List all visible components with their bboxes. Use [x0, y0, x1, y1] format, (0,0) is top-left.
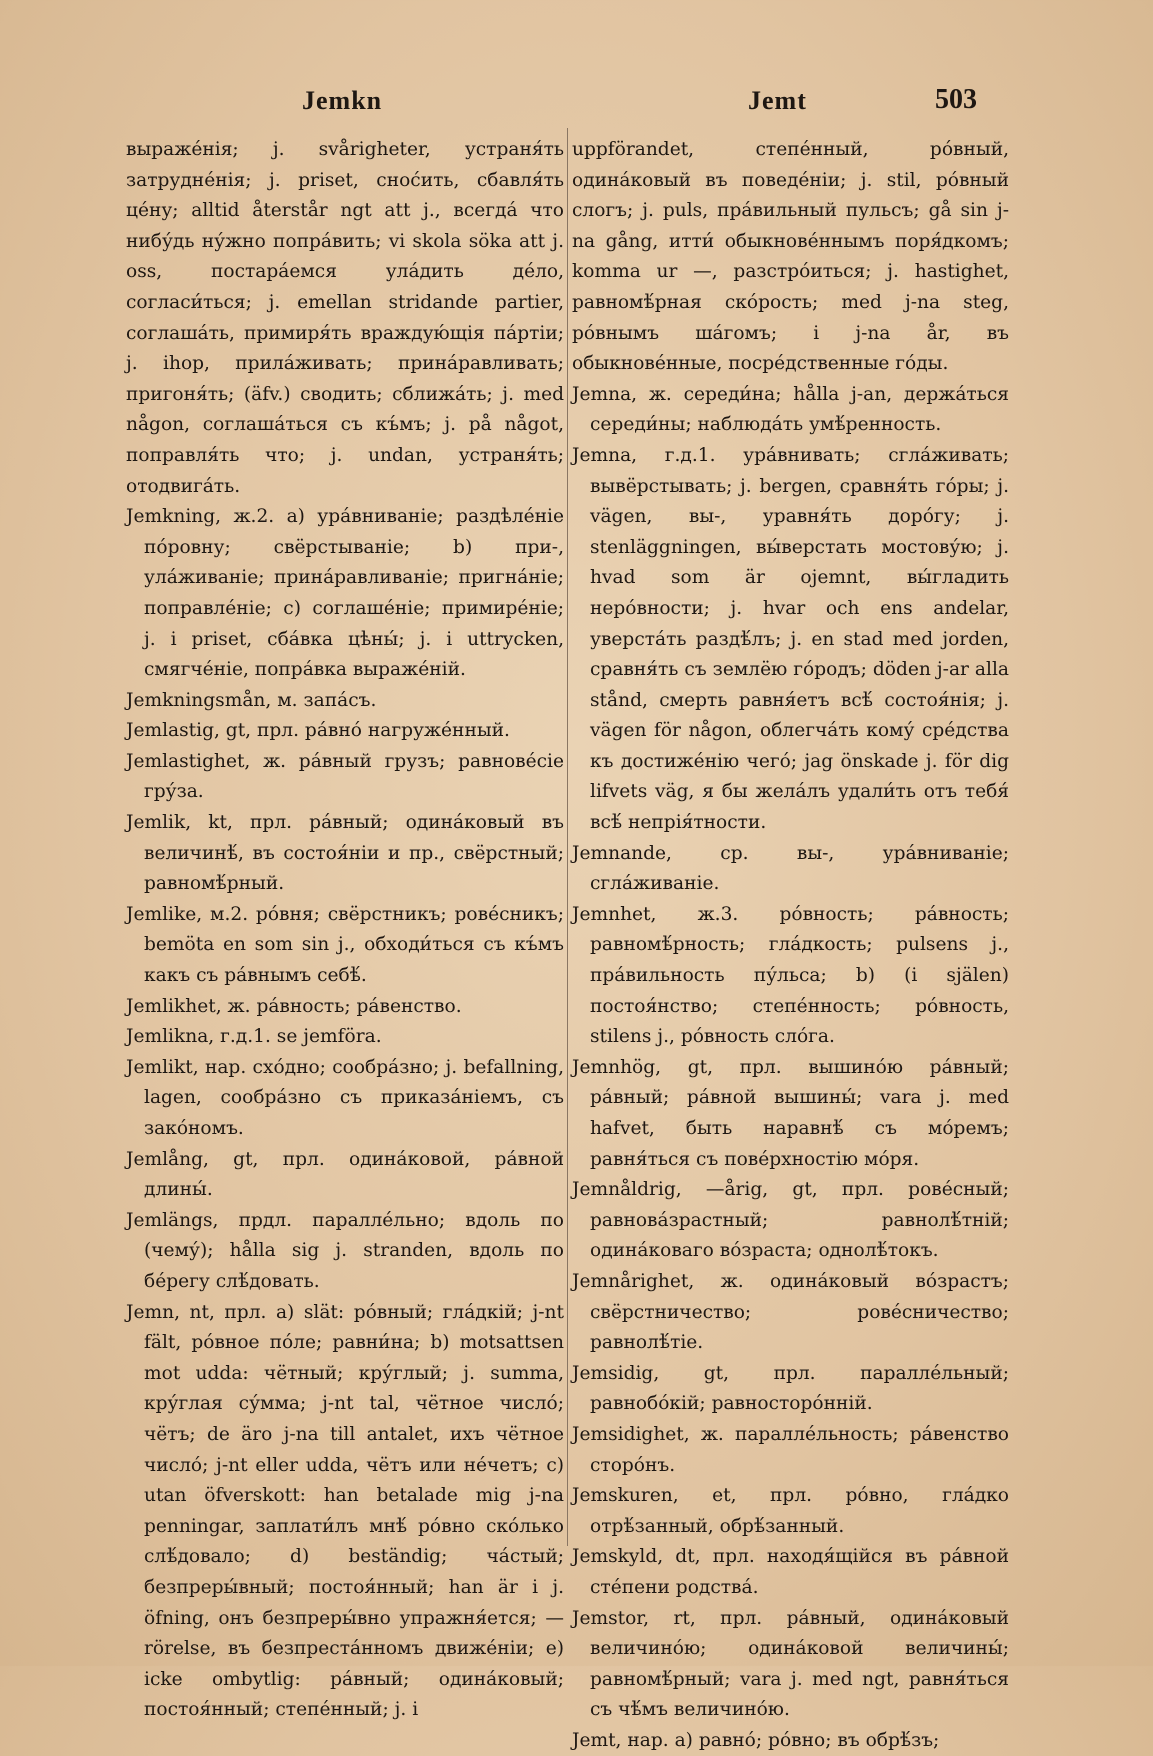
dictionary-entry: Jemlång, gt, прл. одина́ковой, ра́вной длины́. [126, 1148, 564, 1201]
dictionary-entry: Jemn, nt, прл. a) slät: ро́вный; гла́дкій; j-nt fält, ро́вное по́ле; равни́на; b) motsattsen mot udda: чётный; кру́глый; j. summa, кру́глая су́мма; j-nt tal, чётное число́; чётъ; de äro j-na till antalet, ихъ чётное число́; j-nt eller udda, чётъ или не́четъ; c) utan öfverskott: han betalade mig j-na penningar, заплати́лъ мнѣ́ ро́вно ско́лько слѣ́довало; d) beständig; ча́стый; безпреры́вный; постоя́нный; han är i j. öfning, онъ безпреры́вно упражня́ется; —rörelse, въ безпреста́нномъ движе́ніи; e) icke ombytlig: ра́вный; одина́ковый; постоя́нный; степе́нный; j. i [126, 1301, 564, 1721]
entry-continuation: выраже́нія; j. svårigheter, устраня́ть затрудне́нія; j. priset, снос́ить, сбавля́ть це́ну; alltid återstår ngt att j., всегда́ что нибу́дь ну́жно попра́вить; vi skola söka att j. oss, постара́емся ула́дить де́ло, согласи́ться; j. emellan stridande partier, соглаша́ть, примиря́ть враждую́щія па́ртіи; j. ihop, прила́живать; прина́равливать; пригоня́ть; (äfv.) сводить; сближа́ть; j. med någon, соглаша́ться съ къ́мъ; j. på något, поправля́ть что; j. undan, устраня́ть; отодвига́ть. [126, 139, 564, 497]
dictionary-entry: Jemlik, kt, прл. ра́вный; одина́ковый въ величинѣ́, въ состоя́ніи и пр., свёрстный; равномѣ́рный. [126, 812, 564, 895]
dictionary-entry: Jemt, нар. a) равно́; ро́вно; въ обрѣ́зъ; [572, 1729, 940, 1751]
dictionary-entry: Jemlikna, г.д.1. se jemföra. [126, 1026, 382, 1048]
running-head-left: Jemkn [302, 86, 383, 115]
column-divider [567, 128, 568, 1546]
dictionary-entry: Jemsidighet, ж. паралле́льность; ра́венство сторо́нъ. [572, 1423, 1009, 1476]
dictionary-entry: Jemstor, rt, прл. ра́вный, одина́ковый величино́ю; одина́ковой величины́; равномѣ́рный; vara j. med ngt, равня́ться съ чѣ́мъ величино́ю. [572, 1607, 1009, 1721]
dictionary-entry: Jemlängs, прдл. паралле́льно; вдоль по (чему́); hålla sig j. stranden, вдоль по бе́регу слѣ́довать. [126, 1209, 564, 1292]
dictionary-entry: Jemna, ж. середи́на; hålla j-an, держа́ться середи́ны; наблюда́ть умѣ́ренность. [572, 383, 1009, 436]
dictionary-entry: Jemna, г.д.1. ура́внивать; сгла́живать; вывёрстывать; j. bergen, сравня́ть го́ры; j. vägen, вы-, уравня́ть доро́гу; j. stenläggningen, вы́верстать мостову́ю; j. hvad som är ojemnt, вы́гладить неро́вности; j. hvar och ens andelar, уверста́ть раздѣ́лъ; j. en stad med jorden, сравня́ть съ землёю го́родъ; döden j-ar alla stånd, смерть равня́етъ всѣ́ состоя́нія; j. vägen för någon, облегча́ть кому́ сре́дства къ достиже́нію чего́; jag önskade j. för dig lifvets väg, я бы жела́лъ удали́ть отъ тебя́ всѣ́ непрія́тности. [572, 444, 1009, 834]
entry-continuation: uppförandet, степе́нный, ро́вный, одина́ковый въ поведе́ніи; j. stil, ро́вный слогъ; j. puls, пра́вильный пульсъ; gå sin j-na gång, итти́ обыкнове́ннымъ поря́дкомъ; komma ur —, разстро́иться; j. hastighet, равномѣ́рная ско́рость; med j-na steg, ро́внымъ ша́гомъ; i j-na år, въ обыкнове́нные, посре́дственные го́ды. [572, 139, 1009, 375]
page-header [0, 86, 1153, 126]
dictionary-entry: Jemnåldrig, —årig, gt, прл. рове́сный; равнова́зрастный; равнолѣ́тній; одина́коваго во́зраста; однолѣ́токъ. [572, 1179, 1009, 1262]
dictionary-entry: Jemlastig, gt, прл. ра́вно́ нагруже́нный. [126, 720, 510, 742]
dictionary-entry: Jemkning, ж.2. a) ура́вниваніе; раздѣле́ніе по́ровну; свёрстываніе; b) при-, ула́живаніе; прина́равливаніе; пригна́ніе; поправле́ніе; c) соглаше́ніе; примире́ніе; j. i priset, сба́вка цѣны́; j. i uttrycken, смягче́ніе, попра́вка выраже́ній. [126, 506, 564, 681]
dictionary-entry: Jemnhet, ж.3. ро́вность; ра́вность; равномѣ́рность; гла́дкость; pulsens j., пра́вильность пу́льса; b) (i själen) постоя́нство; степе́нность; ро́вность, stilens j., ро́вность сло́га. [572, 903, 1009, 1048]
left-column [126, 135, 564, 1726]
dictionary-entry: Jemlikt, нар. схо́дно; сообра́зно; j. befallning, lagen, сообра́зно съ приказа́ніемъ, съ зако́номъ. [126, 1056, 564, 1139]
dictionary-entry: Jemskyld, dt, прл. находя́щійся въ ра́вной сте́пени родства́. [572, 1546, 1009, 1598]
dictionary-entry: Jemlastighet, ж. ра́вный грузъ; равнове́сіе гру́за. [126, 750, 564, 803]
dictionary-entry: Jemskuren, et, прл. ро́вно, гла́дко отрѣ́занный, обрѣ́занный. [572, 1485, 1009, 1537]
dictionary-entry: Jemlike, м.2. ро́вня; свёрстникъ; рове́сникъ; bemöta en som sin j., обходи́ться съ къ́мъ какъ съ ра́внымъ себѣ́. [126, 903, 564, 987]
dictionary-entry: Jemnande, ср. вы-, ура́вниваніе; сгла́живаніе. [572, 842, 1009, 895]
dictionary-entry: Jemnårighet, ж. одина́ковый во́зрастъ; свёрстничество; рове́сничество; равнолѣ́тіе. [572, 1270, 1009, 1354]
dictionary-entry: Jemnhög, gt, прл. вышино́ю ра́вный; ра́вный; ра́вной вышины́; vara j. med hafvet, быть наравнѣ́ съ мо́ремъ; равня́ться съ пове́рхностію мо́ря. [572, 1056, 1009, 1170]
page-number: 503 [935, 84, 977, 115]
dictionary-entry: Jemlikhet, ж. ра́вность; ра́венство. [126, 995, 462, 1017]
dictionary-entry: Jemsidig, gt, прл. паралле́льный; равнобо́кій; равносторо́нній. [572, 1362, 1009, 1415]
right-column [572, 135, 1009, 1756]
dictionary-entry: Jemkningsmån, м. запа́съ. [126, 689, 377, 711]
running-head-right: Jemt [748, 86, 807, 115]
